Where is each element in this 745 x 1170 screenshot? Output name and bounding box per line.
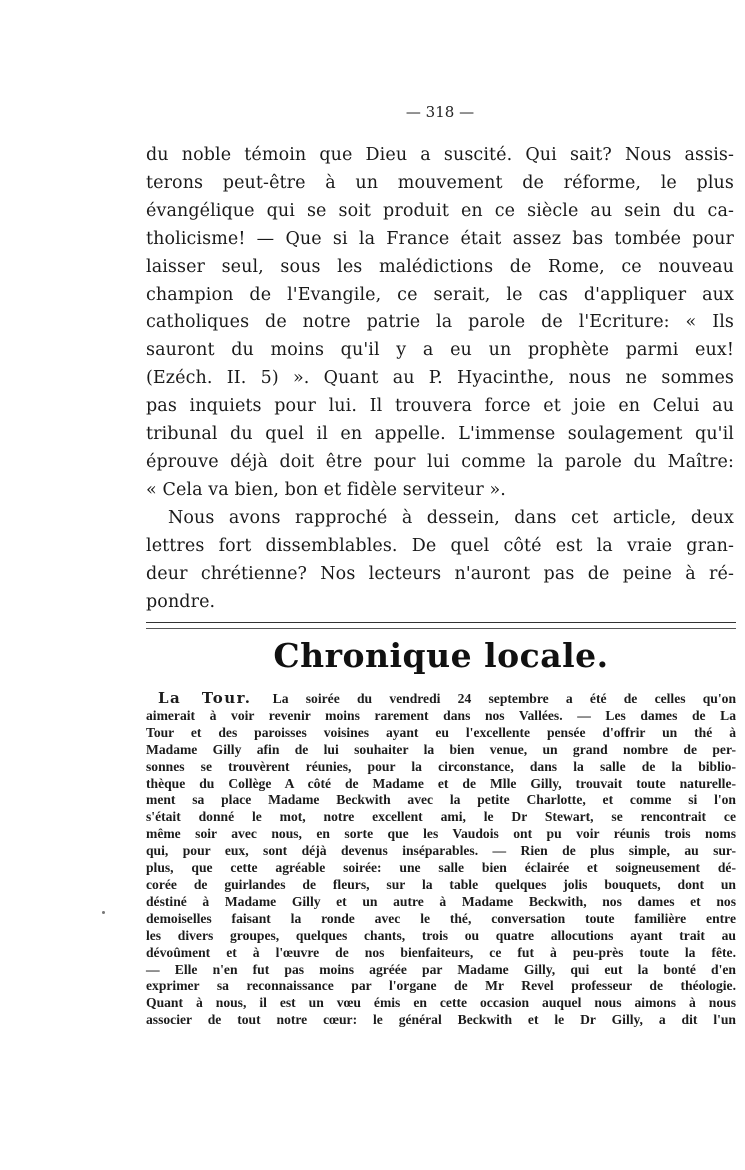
- text-line: exprimer sa reconnaissance par l'organe de Mr Revel professeur de théologie.: [146, 978, 736, 994]
- text-line: évangélique qui se soit produit en ce siècle au sein du ca-: [146, 200, 734, 221]
- section-divider: [146, 622, 736, 629]
- text-line: demoiselles faisant la ronde avec le thé, conversation toute familière entre: [146, 910, 736, 926]
- place-heading: La Tour.: [158, 689, 252, 707]
- text-line: ment sa place Madame Beckwith avec la petite Charlotte, et comme si l'on: [146, 792, 736, 808]
- text-line: qui, pour eux, sont déjà devenus inséparables. — Rien de plus simple, au sur-: [146, 843, 736, 859]
- text-line: plus, que cette agréable soirée: une salle bien éclairée et soigneusement dé-: [146, 860, 736, 876]
- text-line: Tour et des paroisses voisines ayant eu l'excellente pensée d'offrir un thé à: [146, 724, 736, 740]
- text-line: pondre.: [146, 591, 216, 612]
- text-line: dévoûment et à l'œuvre de nos bienfaiteurs, ce fut à peu-près toute la fête.: [146, 944, 736, 960]
- text-line: tribunal du quel il en appelle. L'immense soulagement qu'il: [146, 424, 734, 445]
- text-line: sauront du moins qu'il y a eu un prophète parmi eux!: [146, 340, 734, 361]
- page-number: — 318 —: [405, 103, 475, 121]
- text-line: tholicisme! — Que si la France était assez bas tombée pour: [146, 228, 734, 249]
- text-line: — Elle n'en fut pas moins agréée par Madame Gilly, qui eut la bonté d'en: [146, 961, 736, 977]
- paper-speck: [102, 911, 105, 914]
- text-line: thèque du Collège A côté de Madame et de Mlle Gilly, trouvait toute naturelle-: [146, 775, 736, 791]
- article-body: [146, 142, 734, 616]
- text-line: Nous avons rapproché à dessein, dans cet article, deux: [168, 507, 734, 528]
- text-line: « Cela va bien, bon et fidèle serviteur ».: [146, 479, 506, 500]
- text-line: catholiques de notre patrie la parole de l'Ecriture: « Ils: [146, 312, 734, 333]
- text-line: aimerait à voir revenir moins rarement dans nos Vallées. — Les dames de La: [146, 707, 736, 723]
- text-line: (Ezéch. II. 5) ». Quant au P. Hyacinthe, nous ne sommes: [146, 368, 734, 389]
- section-title: Chronique locale.: [273, 636, 609, 675]
- text-line: même soir avec nous, en sorte que les Vaudois ont pu voir réunis trois noms: [146, 826, 736, 842]
- text-line: Madame Gilly afin de lui souhaiter la bien venue, un grand nombre de per-: [146, 741, 736, 757]
- article-paragraph-2: [146, 505, 734, 617]
- text-line: sonnes se trouvèrent réunies, pour la circonstance, dans la salle de la biblio-: [146, 758, 736, 774]
- text-line: champion de l'Evangile, ce serait, le cas d'appliquer aux: [146, 284, 734, 305]
- text-line: déstiné à Madame Gilly et un autre à Madame Beckwith, nos dames et nos: [146, 893, 736, 909]
- text-line: du noble témoin que Dieu a suscité. Qui sait? Nous assis-: [146, 145, 734, 165]
- text-line: lettres fort dissemblables. De quel côté est la vraie gran-: [146, 535, 734, 556]
- text-line: laisser seul, sous les malédictions de Rome, ce nouveau: [146, 256, 734, 277]
- article-paragraph-1: [146, 142, 734, 505]
- text-line: les divers groupes, quelques chants, trois ou quatre allocutions ayant trait au: [146, 927, 736, 943]
- text-line: Quant à nous, il est un vœu émis en cette occasion auquel nous aimons à nous: [146, 995, 736, 1011]
- text-line: deur chrétienne? Nos lecteurs n'auront pas de peine à ré-: [146, 563, 734, 584]
- text-line: terons peut-être à un mouvement de réforme, le plus: [146, 172, 734, 193]
- text-line: La soirée du vendredi 24 septembre a été de celles qu'on: [272, 691, 736, 706]
- chronicle-body: [146, 690, 736, 1029]
- text-line: associer de tout notre cœur: le général Beckwith et le Dr Gilly, a dit l'un: [146, 1012, 736, 1028]
- chronicle-first-line: [146, 690, 736, 708]
- text-line: éprouve déjà doit être pour lui comme la parole du Maître:: [146, 451, 734, 472]
- text-line: s'était donné le mot, notre excellent ami, le Dr Stewart, se rencontrait ce: [146, 809, 736, 825]
- text-line: corée de guirlandes de fleurs, sur la table quelques jolis bouquets, dont un: [146, 876, 736, 892]
- text-line: pas inquiets pour lui. Il trouvera force et joie en Celui au: [146, 396, 734, 417]
